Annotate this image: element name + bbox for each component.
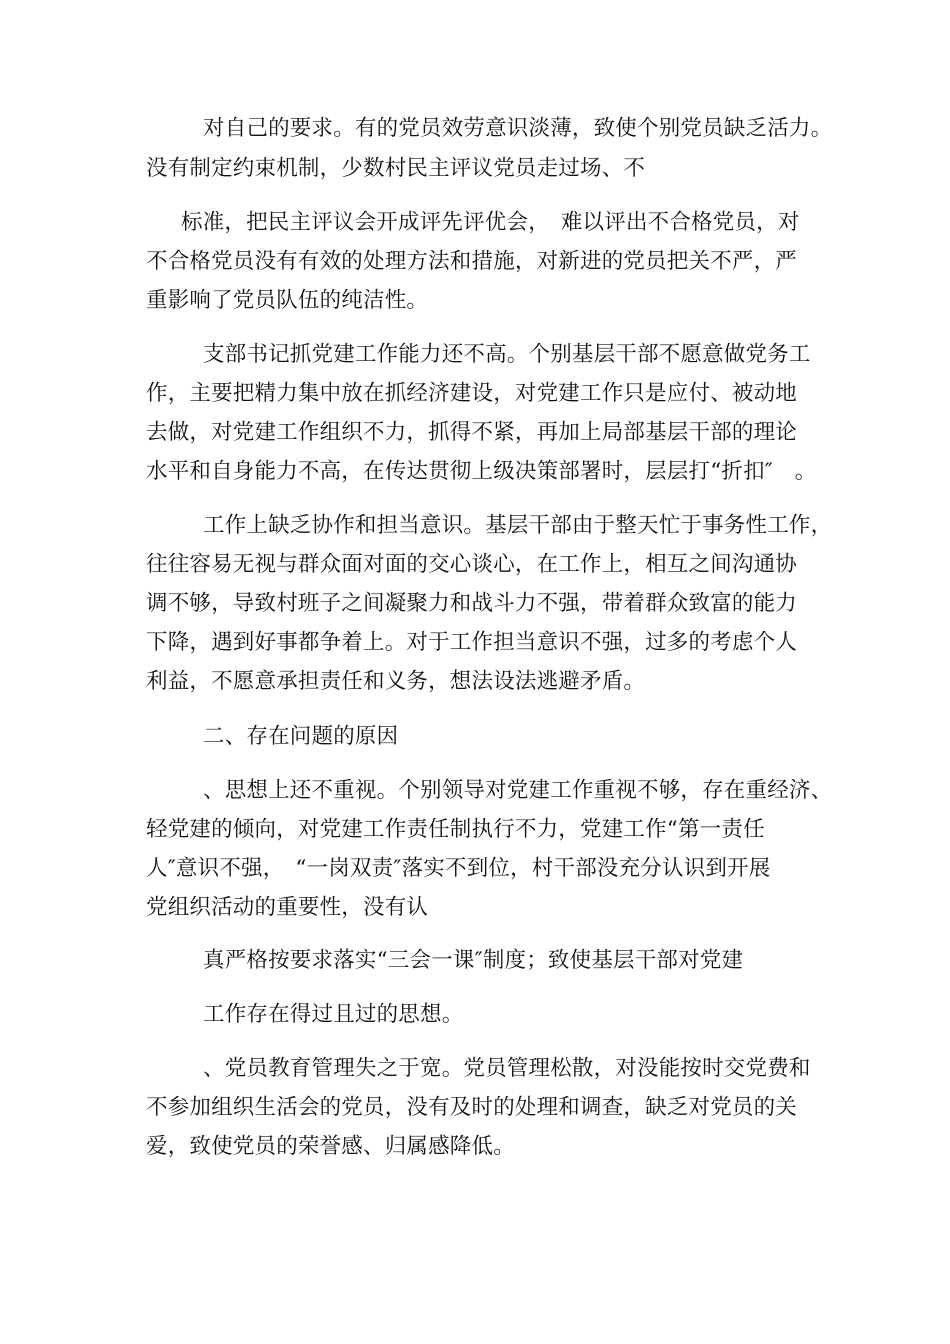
paragraph-7-line-1: 真严格按要求落实“三会一课″制度；致使基层干部对党建 xyxy=(203,948,744,973)
paragraph-6-line-3: 人″意识不强， “一岗双责″落实不到位，村干部没充分认识到开展 xyxy=(146,856,771,881)
paragraph-3-line-2: 作，主要把精力集中放在抓经济建设，对党建工作只是应付、被动地 xyxy=(146,381,798,406)
paragraph-3-line-1: 支部书记抓党建工作能力还不高。个别基层干部不愿意做党务工 xyxy=(203,342,811,367)
paragraph-8-line-1: 工作存在得过且过的思想。 xyxy=(203,1002,464,1027)
paragraph-2-line-3: 重影响了党员队伍的纯洁性。 xyxy=(146,288,429,313)
paragraph-9-line-2: 不参加组织生活会的党员，没有及时的处理和调查，缺乏对党员的关 xyxy=(146,1095,798,1120)
paragraph-2-line-2: 不合格党员没有有效的处理方法和措施，对新进的党员把关不严，严 xyxy=(146,249,798,274)
section-heading: 二、存在问题的原因 xyxy=(203,724,399,749)
paragraph-3-line-4: 水平和自身能力不高，在传达贯彻上级决策部署时，层层打“折扣″ 。 xyxy=(146,459,817,484)
paragraph-4-line-4: 下降，遇到好事都争着上。对于工作担当意识不强，过多的考虑个人 xyxy=(146,630,798,655)
paragraph-3-line-3: 去做，对党建工作组织不力，抓得不紧，再加上局部基层干部的理论 xyxy=(146,420,798,445)
paragraph-9-line-1: 、党员教育管理失之于宽。党员管理松散，对没能按时交党费和 xyxy=(203,1056,811,1081)
paragraph-4-line-2: 往往容易无视与群众面对面的交心谈心，在工作上，相互之间沟通协 xyxy=(146,552,798,577)
paragraph-6-line-4: 党组织活动的重要性，没有认 xyxy=(146,895,429,920)
paragraph-6-line-1: 、思想上还不重视。个别领导对党建工作重视不够，存在重经济、 xyxy=(203,778,833,803)
paragraph-6-line-2: 轻党建的倾向，对党建工作责任制执行不力，党建工作“第一责任 xyxy=(146,817,765,842)
paragraph-4-line-1: 工作上缺乏协作和担当意识。基层干部由于整天忙于事务性工作， xyxy=(203,513,833,538)
paragraph-1-line-2: 没有制定约束机制，少数村民主评议党员走过场、不 xyxy=(146,156,646,181)
paragraph-1-line-1: 对自己的要求。有的党员效劳意识淡薄，致使个别党员缺乏活力。 xyxy=(203,116,833,141)
paragraph-4-line-5: 利益，不愿意承担责任和义务，想法设法逃避矛盾。 xyxy=(146,669,646,694)
paragraph-4-line-3: 调不够，导致村班子之间凝聚力和战斗力不强，带着群众致富的能力 xyxy=(146,591,798,616)
paragraph-2-line-1: 标准，把民主评议会开成评先评优会， 难以评出不合格党员，对 xyxy=(181,210,800,235)
paragraph-9-line-3: 爱，致使党员的荣誉感、归属感降低。 xyxy=(146,1134,515,1159)
